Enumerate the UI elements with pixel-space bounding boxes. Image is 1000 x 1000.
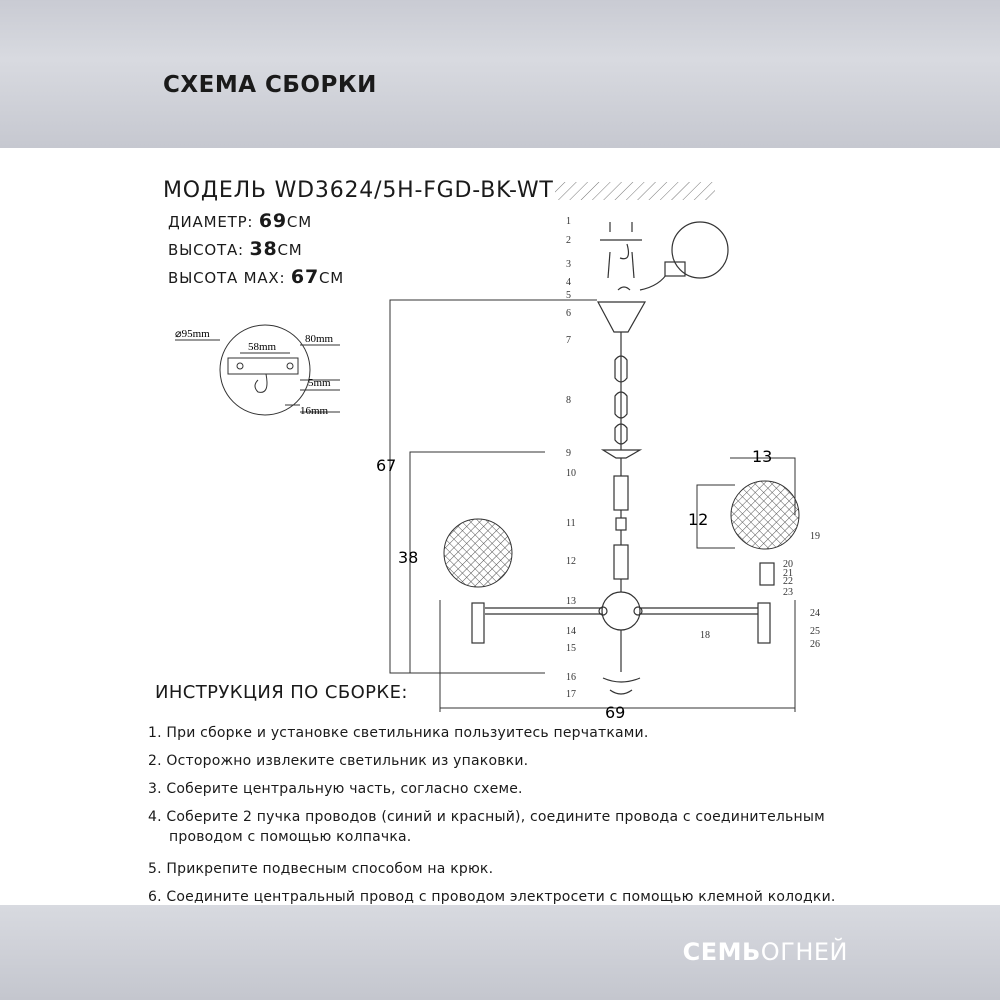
page-title: СХЕМА СБОРКИ [163,72,377,98]
part-numbers-right [783,531,820,650]
spec-value: 67 [290,266,319,288]
svg-text:14: 14 [566,626,576,637]
detail-width: 58mm [248,341,277,353]
model-code: WD3624/5H-FGD-BK-WT [274,178,554,203]
svg-text:5: 5 [566,290,571,301]
svg-text:12: 12 [566,556,576,567]
glass-shade-right [731,481,799,549]
instruction-text: 4. Соберите 2 пучка проводов (синий и красный), соедините провода с соединительным [148,809,825,825]
detail-diameter: ⌀95mm [175,328,210,340]
instruction-item [148,809,836,861]
brand-logo [683,938,848,966]
svg-text:16: 16 [566,672,576,683]
instruction-item: 5. Прикрепите подвесным способом на крюк. [148,861,494,877]
dim-height: 38 [398,548,419,567]
svg-text:13: 13 [566,596,576,607]
mount-plate-outline [220,325,310,415]
spec-unit: СМ [286,213,312,231]
svg-text:2: 2 [566,235,571,246]
canopy [598,302,645,332]
detail-offset: 16mm [300,405,329,417]
detail-depth: 5mm [308,377,331,389]
svg-text:10: 10 [566,468,576,479]
svg-text:26: 26 [810,639,820,650]
spec-label: ДИАМЕТР: [168,213,254,231]
dim-diameter: 69 [605,703,626,722]
svg-text:25: 25 [810,626,820,637]
svg-text:21: 21 [783,568,793,579]
logo-light: ОГНЕЙ [760,938,848,966]
spec-unit: СМ [318,269,344,287]
spec-value: 69 [258,210,287,232]
logo-bold: СЕМЬ [682,938,761,966]
arm-assembly [472,563,774,694]
svg-text:22: 22 [783,576,793,587]
svg-text:4: 4 [566,277,571,288]
svg-text:1: 1 [566,216,571,227]
dim-shade-width: 13 [752,447,773,466]
svg-text:20: 20 [783,559,793,570]
svg-text:7: 7 [566,335,571,346]
svg-text:23: 23 [783,587,793,598]
screw-hole [237,363,243,369]
ceiling-hatch [555,182,715,200]
svg-text:24: 24 [810,608,820,619]
part-number-18: 18 [700,630,710,641]
spec-label: ВЫСОТА: [168,241,244,259]
model-label: МОДЕЛЬ [163,178,267,203]
instructions-list [148,725,836,917]
hook-icon [255,374,267,392]
instruction-text-cont: проводом с помощью колпачка. [169,829,412,845]
hook-part [620,244,628,259]
instruction-item: 2. Осторожно извлеките светильник из упаковки. [148,753,529,769]
instruction-item: 1. При сборке и установке светильника пользуитесь перчатками. [148,725,649,741]
dim-shade-height: 12 [688,510,709,529]
svg-text:19: 19 [810,531,820,542]
svg-text:6: 6 [566,308,571,319]
hardware-parts [598,222,728,600]
instructions-title: ИНСТРУКЦИЯ ПО СБОРКЕ: [155,682,408,703]
svg-text:17: 17 [566,689,576,700]
spec-value: 38 [249,238,278,260]
svg-text:8: 8 [566,395,571,406]
footer-band [0,905,1000,1000]
svg-text:3: 3 [566,259,571,270]
dim-max-height: 67 [376,456,397,475]
svg-text:15: 15 [566,643,576,654]
spec-unit: СМ [277,241,303,259]
detail-outer: 80mm [305,333,334,345]
wire-detail-circle [672,222,728,278]
instruction-item: 6. Соедините центральный провод с проводом электросети с помощью клемной колодки. [148,889,836,905]
screw-hole [287,363,293,369]
spec-label: ВЫСОТА MAX: [168,269,286,287]
part-numbers-left [566,216,576,700]
instruction-item: 3. Соберите центральную часть, согласно схеме. [148,781,523,797]
svg-text:9: 9 [566,448,571,459]
svg-text:11: 11 [566,518,576,529]
glass-shade-left [444,519,512,587]
